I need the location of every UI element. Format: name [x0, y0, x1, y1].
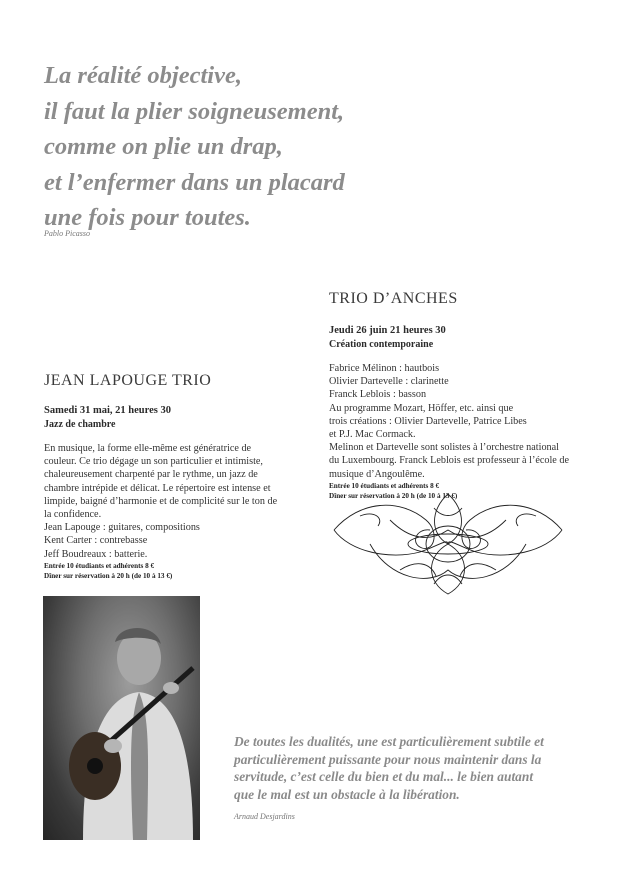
- calligraphic-flourish-icon: [330, 490, 566, 598]
- description-line: chaleureusement charpenté par le rythme, un jazz de: [44, 469, 258, 481]
- quote-top-line: et l’enfermer dans un placard: [44, 168, 345, 196]
- description-line: la confidence.: [44, 509, 102, 521]
- event-description: [329, 362, 589, 481]
- description-line: Fabrice Mélinon : hautbois: [329, 363, 440, 374]
- description-line: Melinon et Dartevelle sont solistes à l’orchestre national: [329, 442, 559, 454]
- event-date: Samedi 31 mai, 21 heures 30: [44, 405, 171, 416]
- description-line: et P.J. Mac Cormack.: [329, 429, 416, 441]
- description-line: du Luxembourg. Franck Leblois est professeur à l’école de: [329, 455, 569, 467]
- quote-top: [44, 58, 444, 236]
- description-line: musique d’Angoulême.: [329, 468, 425, 480]
- event-jean-lapouge: [44, 372, 296, 581]
- description-line: Jean Lapouge : guitares, compositions: [44, 522, 200, 534]
- event-description: [44, 442, 296, 561]
- description-line: Au programme Mozart, Höffer, etc. ainsi que: [329, 402, 514, 414]
- event-entry-price: Entrée 10 étudiants et adhérents 8 €: [329, 481, 440, 490]
- quote-top-author: Pablo Picasso: [44, 229, 90, 238]
- event-trio-anches: [329, 290, 589, 501]
- description-line: trois créations : Olivier Dartevelle, Patrice Libes: [329, 415, 527, 427]
- guitarist-icon: [43, 596, 200, 840]
- guitarist-photo: [43, 596, 200, 840]
- event-dinner-info: Dîner sur réservation à 20 h (de 10 à 13 €): [329, 491, 458, 500]
- quote-bottom-line: que le mal est un obstacle à la libération.: [234, 786, 460, 802]
- quote-bottom-line: De toutes les dualités, une est particulièrement subtile et: [234, 734, 544, 749]
- event-title: TRIO D’ANCHES: [329, 290, 458, 307]
- event-date: Jeudi 26 juin 21 heures 30: [329, 325, 446, 336]
- event-title: JEAN LAPOUGE TRIO: [44, 372, 212, 389]
- description-line: limpide, baigné d’harmonie et de complicité sur le ton de: [44, 495, 278, 507]
- description-line: Olivier Dartevelle : clarinette: [329, 376, 449, 388]
- quote-top-line: comme on plie un drap,: [44, 133, 283, 160]
- description-line: Jeff Boudreaux : batterie.: [44, 548, 148, 560]
- event-dinner-info: Dîner sur réservation à 20 h (de 10 à 13 €): [44, 571, 173, 580]
- description-line: En musique, la forme elle-même est génératrice de: [44, 443, 252, 454]
- quote-top-line: il faut la plier soigneusement,: [44, 97, 345, 125]
- quote-bottom-line: particulièrement puissante pour nous maintenir dans la: [234, 751, 542, 767]
- quote-top-line: La réalité objective,: [44, 62, 242, 89]
- description-line: chambre intrépide et délicat. Le répertoire est intense et: [44, 482, 271, 494]
- description-line: couleur. Ce trio dégage un son particulier et intimiste,: [44, 456, 263, 468]
- quote-bottom-line: servitude, c’est celle du bien et du mal... le bien autant: [234, 769, 534, 785]
- description-line: Kent Carter : contrebasse: [44, 535, 148, 547]
- quote-bottom: [234, 733, 584, 803]
- event-entry-price: Entrée 10 étudiants et adhérents 8 €: [44, 561, 155, 570]
- quote-top-line: une fois pour toutes.: [44, 204, 251, 231]
- description-line: Franck Leblois : basson: [329, 389, 427, 401]
- event-genre: Jazz de chambre: [44, 419, 116, 430]
- quote-bottom-author: Arnaud Desjardins: [234, 812, 295, 821]
- event-genre: Création contemporaine: [329, 339, 434, 350]
